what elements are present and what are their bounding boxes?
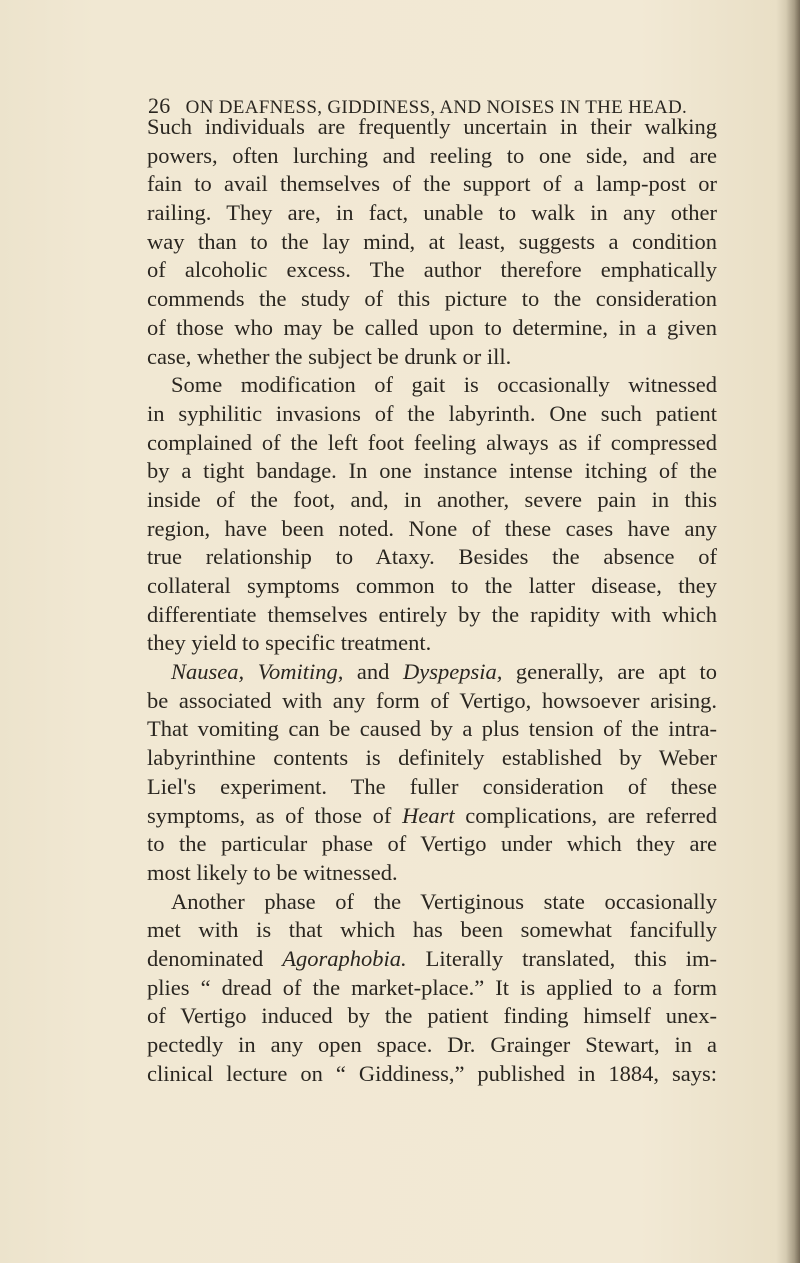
text-line [147,658,717,687]
text-run: That vomiting can be caused by a plus tension of the intra- [147,716,717,742]
text-run: Another phase of the Vertiginous state occasionally [171,888,717,914]
text-line [147,113,717,142]
text-line [147,170,717,199]
text-run: met with is that which has been somewhat fancifully [147,917,717,943]
text-line [147,314,717,343]
text-run: case, whether the subject be drunk or ill. [147,343,512,369]
text-run: of those who may be called upon to determine, in a given [147,314,717,340]
body-text [147,113,717,1088]
text-line [147,974,717,1003]
text-run: railing. They are, in fact, unable to walk in any other [147,200,717,226]
text-line [147,687,717,716]
text-line [147,515,717,544]
text-run: collateral symptoms common to the latter disease, they [147,573,717,598]
text-line [147,802,717,831]
text-line [147,945,717,974]
text-line [147,228,717,257]
text-run: labyrinthine contents is definitely established by Weber [147,745,717,771]
text-line [147,916,717,945]
text-line [147,1031,717,1060]
text-line [147,859,717,888]
text-line [147,744,717,773]
text-run: by a tight bandage. In one instance intense itching of the [147,458,717,484]
italic-term: Nausea, Vomiting, [171,659,344,685]
text-run: fain to avail themselves of the support of a lamp-post or [147,171,717,197]
text-run: region, have been noted. None of these cases have any [147,515,717,541]
italic-term: Agoraphobia. [282,945,407,971]
text-line [147,1002,717,1031]
text-run: differentiate themselves entirely by the rapidity with which [147,601,717,627]
text-line [147,285,717,314]
text-line [147,543,717,572]
text-line [147,830,717,859]
text-run: of alcoholic excess. The author therefore emphatically [147,257,717,283]
text-line [147,142,717,171]
text-run: clinical lecture on “ Giddiness,” published in 1884, says: [147,1060,717,1086]
text-run: Such individuals are frequently uncertain in their walking [147,114,717,139]
text-line [147,256,717,285]
page-edge-shadow [786,0,800,1263]
text-line [147,888,717,917]
text-line [147,486,717,515]
text-run: in syphilitic invasions of the labyrinth. One such patient [147,400,717,426]
text-run: powers, often lurching and reeling to one side, and are [147,142,717,168]
text-line [147,343,717,372]
text-line [147,773,717,802]
text-run: Liel's experiment. The fuller consideration of these [147,773,717,799]
text-line [147,629,717,658]
text-run: symptoms, as of those of [147,802,403,828]
text-run: denominated [147,945,283,971]
italic-term: Heart [402,802,455,828]
text-run: inside of the foot, and, in another, severe pain in this [147,486,717,512]
text-run: commends the study of this picture to the consideration [147,286,717,312]
text-line [147,457,717,486]
text-line [147,715,717,744]
text-run: plies “ dread of the market-place.” It is applied to a form [147,974,717,1000]
text-line [147,199,717,228]
text-run: way than to the lay mind, at least, suggests a condition [147,228,717,254]
text-run: pectedly in any open space. Dr. Grainger Stewart, in a [147,1032,717,1057]
text-run: be associated with any form of Vertigo, howsoever arising. [147,687,717,713]
text-run: they yield to specific treatment. [147,630,432,656]
text-line [147,371,717,400]
text-line [147,572,717,601]
text-line [147,400,717,429]
text-run: most likely to be witnessed. [147,859,398,885]
running-title: ON DEAFNESS, GIDDINESS, AND NOISES IN THE HEAD. [185,97,688,118]
text-run: complications, are referred [454,802,717,828]
text-run: true relationship to Ataxy. Besides the absence of [147,544,717,570]
text-line [147,601,717,630]
italic-term: Dyspepsia, [402,659,503,685]
text-run: complained of the left foot feeling always as if compressed [147,429,717,455]
text-run: and [343,659,403,685]
text-line [147,1060,717,1089]
text-run: Some modification of gait is occasionally witnessed [171,372,717,398]
text-run: to the particular phase of Vertigo under which they are [147,831,717,857]
page-number: 26 [148,93,171,118]
text-line [147,429,717,458]
text-run: Literally translated, this im- [406,945,717,971]
text-run: of Vertigo induced by the patient finding himself unex- [147,1003,717,1029]
text-run: generally, are apt to [502,659,717,685]
